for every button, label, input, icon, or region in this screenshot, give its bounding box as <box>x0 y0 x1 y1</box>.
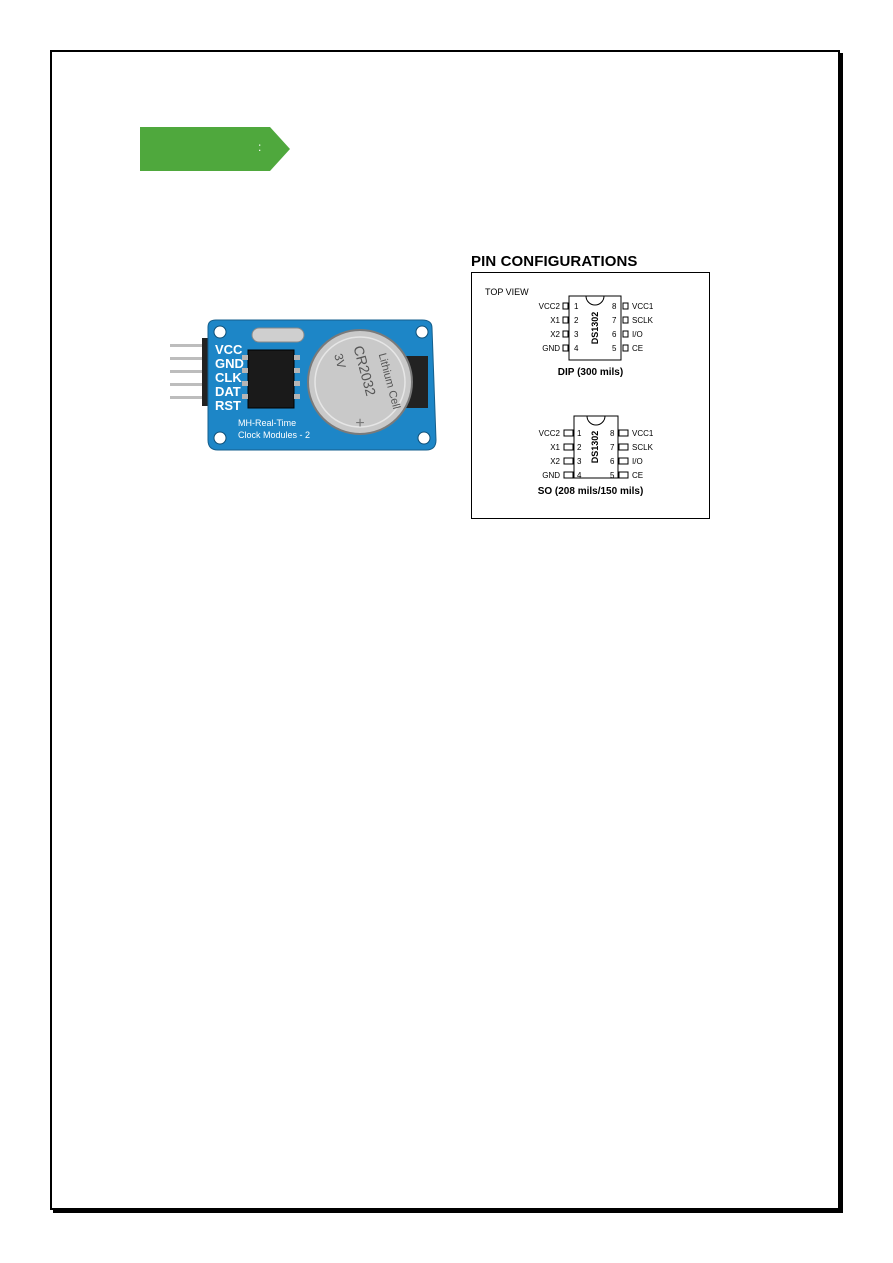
pin-config-title: PIN CONFIGURATIONS <box>471 253 638 270</box>
section-tag-text: : <box>258 140 262 154</box>
so-left-num-2: 2 <box>577 443 582 452</box>
dip-left-num-4: 4 <box>574 344 579 353</box>
dip-left-label-3: X2 <box>550 330 560 339</box>
so-right-num-8: 8 <box>610 429 615 438</box>
so-left-num-4: 4 <box>577 471 582 480</box>
so-chip-name: DS1302 <box>590 430 600 464</box>
pin-label-dat: DAT <box>215 384 241 399</box>
battery-model-text: CR2032 <box>350 343 380 398</box>
dip-left-label-2: X1 <box>550 316 560 325</box>
dip-right-num-8: 8 <box>612 302 617 311</box>
so-right-label-6: I/O <box>632 457 643 466</box>
dip-right-label-7: SCLK <box>632 316 653 325</box>
so-left-label-3: X2 <box>550 457 560 466</box>
so-left-label-2: X1 <box>550 443 560 452</box>
pin-config-box <box>471 272 710 519</box>
dip-package <box>539 296 654 360</box>
so-left-num-3: 3 <box>577 457 582 466</box>
so-left-label-1: VCC2 <box>538 429 560 438</box>
so-right-num-5: 5 <box>610 471 615 480</box>
pin-label-clk: CLK <box>215 370 242 385</box>
pin-label-rst: RST <box>215 398 241 413</box>
so-right-num-7: 7 <box>610 443 615 452</box>
dip-right-label-8: VCC1 <box>632 302 654 311</box>
dip-right-label-5: CE <box>632 344 644 353</box>
so-package-label: SO (208 mils/150 mils) <box>537 486 644 497</box>
battery-voltage-text: 3V <box>331 352 349 370</box>
section-tag-arrow <box>140 127 290 171</box>
so-right-label-8: VCC1 <box>632 429 654 438</box>
so-right-label-5: CE <box>632 471 644 480</box>
page-border <box>50 50 840 1210</box>
so-right-num-6: 6 <box>610 457 615 466</box>
so-left-num-1: 1 <box>577 429 582 438</box>
dip-right-num-5: 5 <box>612 344 617 353</box>
dip-right-num-7: 7 <box>612 316 617 325</box>
dip-left-num-2: 2 <box>574 316 579 325</box>
dip-left-label-4: GND <box>542 344 560 353</box>
battery-type-text: Lithium Cell <box>375 351 403 411</box>
dip-left-num-3: 3 <box>574 330 579 339</box>
pin-label-vcc: VCC <box>215 342 243 357</box>
so-left-label-4: GND <box>542 471 560 480</box>
dip-left-label-1: VCC2 <box>538 302 560 311</box>
board-label-line2: Clock Modules - 2 <box>238 430 311 440</box>
dip-left-num-1: 1 <box>574 302 579 311</box>
top-view-label: TOP VIEW <box>485 287 529 297</box>
rtc-module-photo <box>160 232 460 522</box>
so-package <box>539 416 654 480</box>
header-pins <box>170 338 212 406</box>
dip-chip-name: DS1302 <box>590 311 600 345</box>
dip-right-label-6: I/O <box>632 330 643 339</box>
so-right-label-7: SCLK <box>632 443 653 452</box>
dip-right-num-6: 6 <box>612 330 617 339</box>
pin-label-gnd: GND <box>215 356 244 371</box>
battery-plus-sign: + <box>355 415 365 432</box>
board-label-line1: MH-Real-Time <box>238 418 297 428</box>
dip-package-label: DIP (300 mils) <box>557 367 624 378</box>
